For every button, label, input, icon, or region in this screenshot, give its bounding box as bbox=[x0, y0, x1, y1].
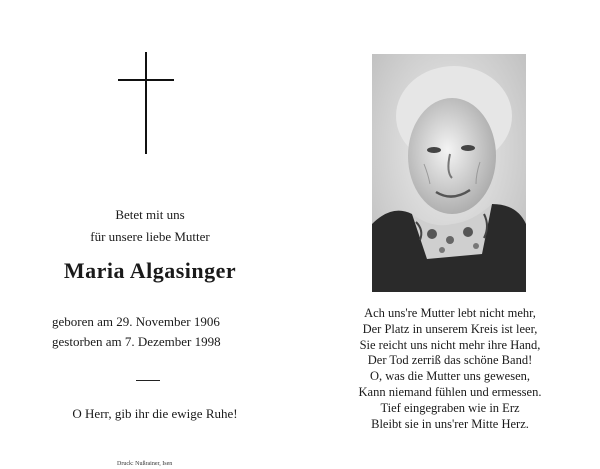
poem-line: Der Platz in unserem Kreis ist leer, bbox=[362, 321, 538, 336]
cross-horizontal-bar bbox=[118, 79, 174, 81]
poem-line: Tief eingegraben wie in Erz bbox=[380, 400, 520, 415]
divider-line bbox=[136, 380, 160, 381]
poem-line: Kann niemand fühlen und ermessen. bbox=[358, 384, 542, 399]
portrait-photo bbox=[372, 54, 526, 292]
death-date: gestorben am 7. Dezember 1998 bbox=[52, 334, 221, 349]
poem-line: Der Tod zerriß das schöne Band! bbox=[367, 353, 533, 368]
poem-line: Sie reicht uns nicht mehr ihre Hand, bbox=[359, 337, 541, 352]
deceased-name: Maria Algasinger bbox=[63, 258, 237, 283]
cross-vertical-bar bbox=[145, 52, 147, 154]
poem-line: Ach uns're Mutter lebt nicht mehr, bbox=[364, 306, 536, 320]
poem bbox=[320, 306, 580, 432]
cross-icon bbox=[118, 52, 174, 154]
poem-line: O, was die Mutter uns gewesen, bbox=[369, 369, 531, 384]
intro-line-2: für unsere liebe Mutter bbox=[90, 229, 210, 244]
intro-line-1: Betet mit uns bbox=[115, 207, 185, 222]
portrait-image bbox=[372, 54, 526, 292]
poem-line: Bleibt sie in uns'rer Mitte Herz. bbox=[371, 416, 529, 431]
printer-credit: Druck: Nußrainer, Isen bbox=[117, 461, 173, 467]
birth-date: geboren am 29. November 1906 bbox=[52, 314, 220, 329]
prayer-text: O Herr, gib ihr die ewige Ruhe! bbox=[72, 406, 238, 421]
